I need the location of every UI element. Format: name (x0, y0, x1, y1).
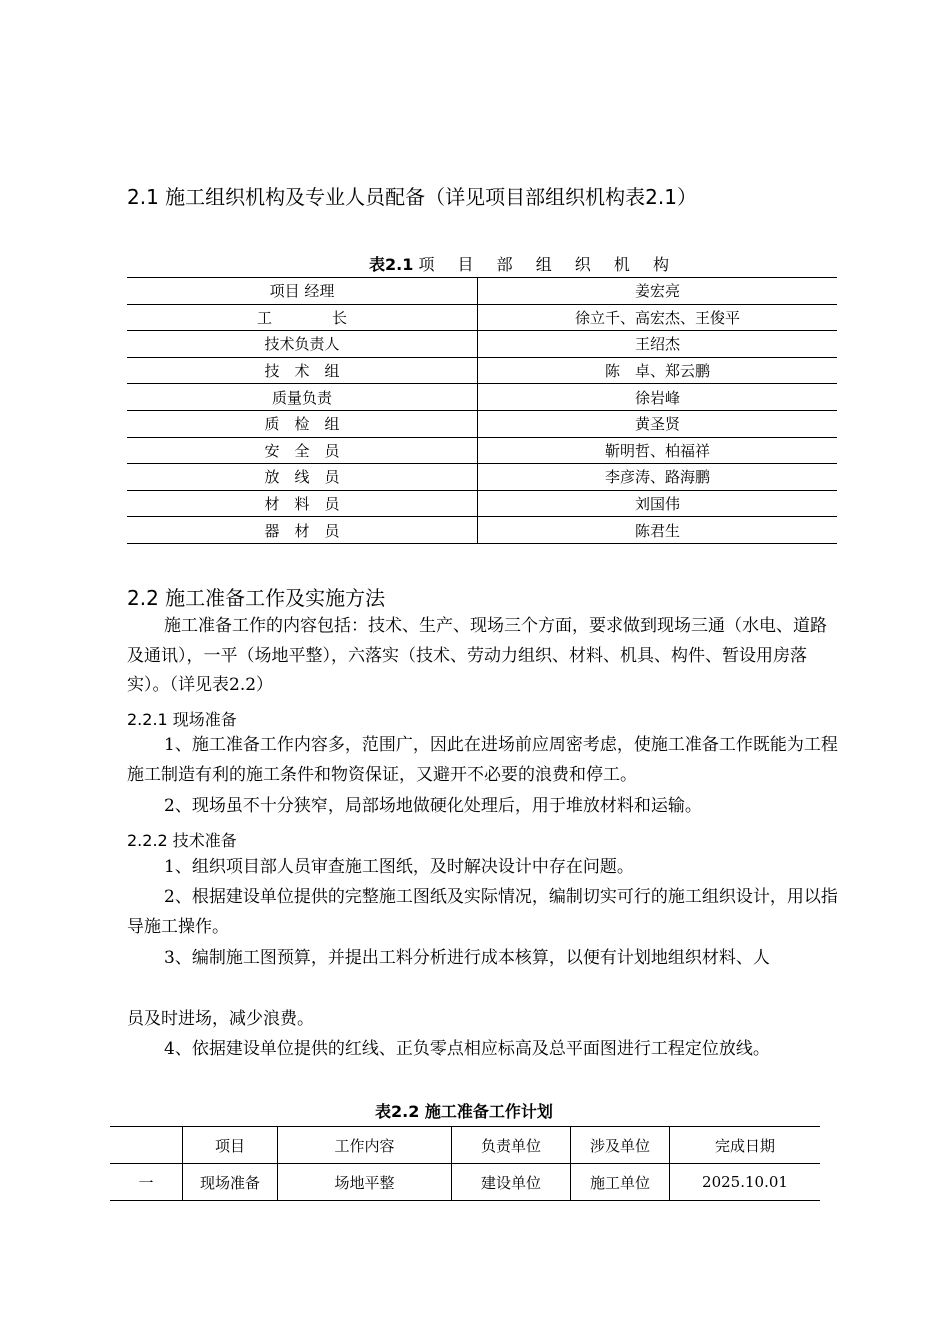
role-cell: 质量负责 (127, 384, 478, 411)
names-cell: 刘国伟 (478, 490, 838, 517)
intro-paragraph: 施工准备工作的内容包括：技术、生产、现场三个方面，要求做到现场三通（水电、道路及通讯），一平（场地平整），六落实（技术、劳动力组织、材料、机具、构件、暂设用房落实）。（详见表2.2） (127, 616, 827, 695)
names-cell: 姜宏亮 (478, 278, 838, 305)
table-row (127, 437, 837, 464)
subsection-heading-2-2-1: 2.2.1 现场准备 (127, 710, 237, 729)
table-cell: 建设单位 (452, 1164, 571, 1201)
prep-plan-table (110, 1126, 820, 1201)
names-cell: 徐立千、高宏杰、王俊平 (478, 304, 838, 331)
header-cell: 涉及单位 (571, 1127, 670, 1164)
table-cell: 一 (110, 1164, 183, 1201)
role-cell: 项目 经理 (127, 278, 478, 305)
header-cell: 项目 (183, 1127, 278, 1164)
site-prep-paragraph-1: 1、施工准备工作内容多，范围广，因此在进场前应周密考虑，使施工准备工作既能为工程施工制造有利的施工条件和物资保证，又避开不必要的浪费和停工。 (127, 735, 838, 785)
table-cell: 2025.10.01 (670, 1164, 821, 1201)
table-row (127, 357, 837, 384)
table-cell: 施工单位 (571, 1164, 670, 1201)
table-row (110, 1164, 820, 1201)
names-cell: 陈 卓、郑云鹏 (478, 357, 838, 384)
table-row (127, 304, 837, 331)
role-cell: 放 线 员 (127, 464, 478, 491)
names-cell: 陈君生 (478, 517, 838, 544)
subsection-heading-2-2-2: 2.2.2 技术准备 (127, 831, 237, 850)
site-prep-paragraph-2: 2、现场虽不十分狭窄，局部场地做硬化处理后，用于堆放材料和运输。 (164, 796, 702, 816)
role-cell: 技 术 组 (127, 357, 478, 384)
table-cell: 场地平整 (278, 1164, 452, 1201)
role-cell: 工 长 (127, 304, 478, 331)
role-cell: 材 料 员 (127, 490, 478, 517)
table-row (127, 490, 837, 517)
table-row (127, 384, 837, 411)
role-cell: 安 全 员 (127, 437, 478, 464)
tech-prep-paragraph-2: 2、根据建设单位提供的完整施工图纸及实际情况，编制切实可行的施工组织设计，用以指导施工操作。 (127, 887, 838, 937)
tech-prep-paragraph-3b: 员及时进场，减少浪费。 (127, 1009, 314, 1029)
table-row (127, 278, 837, 305)
tech-prep-paragraph-4: 4、依据建设单位提供的红线、正负零点相应标高及总平面图进行工程定位放线。 (164, 1039, 770, 1059)
names-cell: 靳明哲、柏福祥 (478, 437, 838, 464)
names-cell: 徐岩峰 (478, 384, 838, 411)
table-2-2-caption: 表2.2 施工准备工作计划 (375, 1102, 553, 1121)
tech-prep-paragraph-1: 1、组织项目部人员审查施工图纸，及时解决设计中存在问题。 (164, 857, 634, 877)
role-cell: 器 材 员 (127, 517, 478, 544)
header-cell: 完成日期 (670, 1127, 821, 1164)
role-cell: 技术负责人 (127, 331, 478, 358)
role-cell: 质 检 组 (127, 410, 478, 437)
table-row (127, 517, 837, 544)
table-cell: 现场准备 (183, 1164, 278, 1201)
header-cell: 负责单位 (452, 1127, 571, 1164)
names-cell: 李彦涛、路海鹏 (478, 464, 838, 491)
table-caption-number: 表2.1 (369, 255, 414, 274)
section-heading-2-1: 2.1 施工组织机构及专业人员配备（详见项目部组织机构表2.1） (127, 185, 697, 209)
table-caption-text: 项 目 部 组 织 机 构 (418, 255, 678, 274)
names-cell: 王绍杰 (478, 331, 838, 358)
table-row (127, 410, 837, 437)
section-heading-2-2: 2.2 施工准备工作及实施方法 (127, 586, 386, 610)
header-cell: 工作内容 (278, 1127, 452, 1164)
header-cell (110, 1127, 183, 1164)
table-2-1-caption (369, 252, 678, 275)
table-header-row (110, 1127, 820, 1164)
tech-prep-paragraph-3a: 3、编制施工图预算，并提出工料分析进行成本核算，以便有计划地组织材料、人 (164, 948, 770, 968)
names-cell: 黄圣贤 (478, 410, 838, 437)
table-row (127, 464, 837, 491)
table-row (127, 331, 837, 358)
org-structure-table (127, 277, 837, 544)
